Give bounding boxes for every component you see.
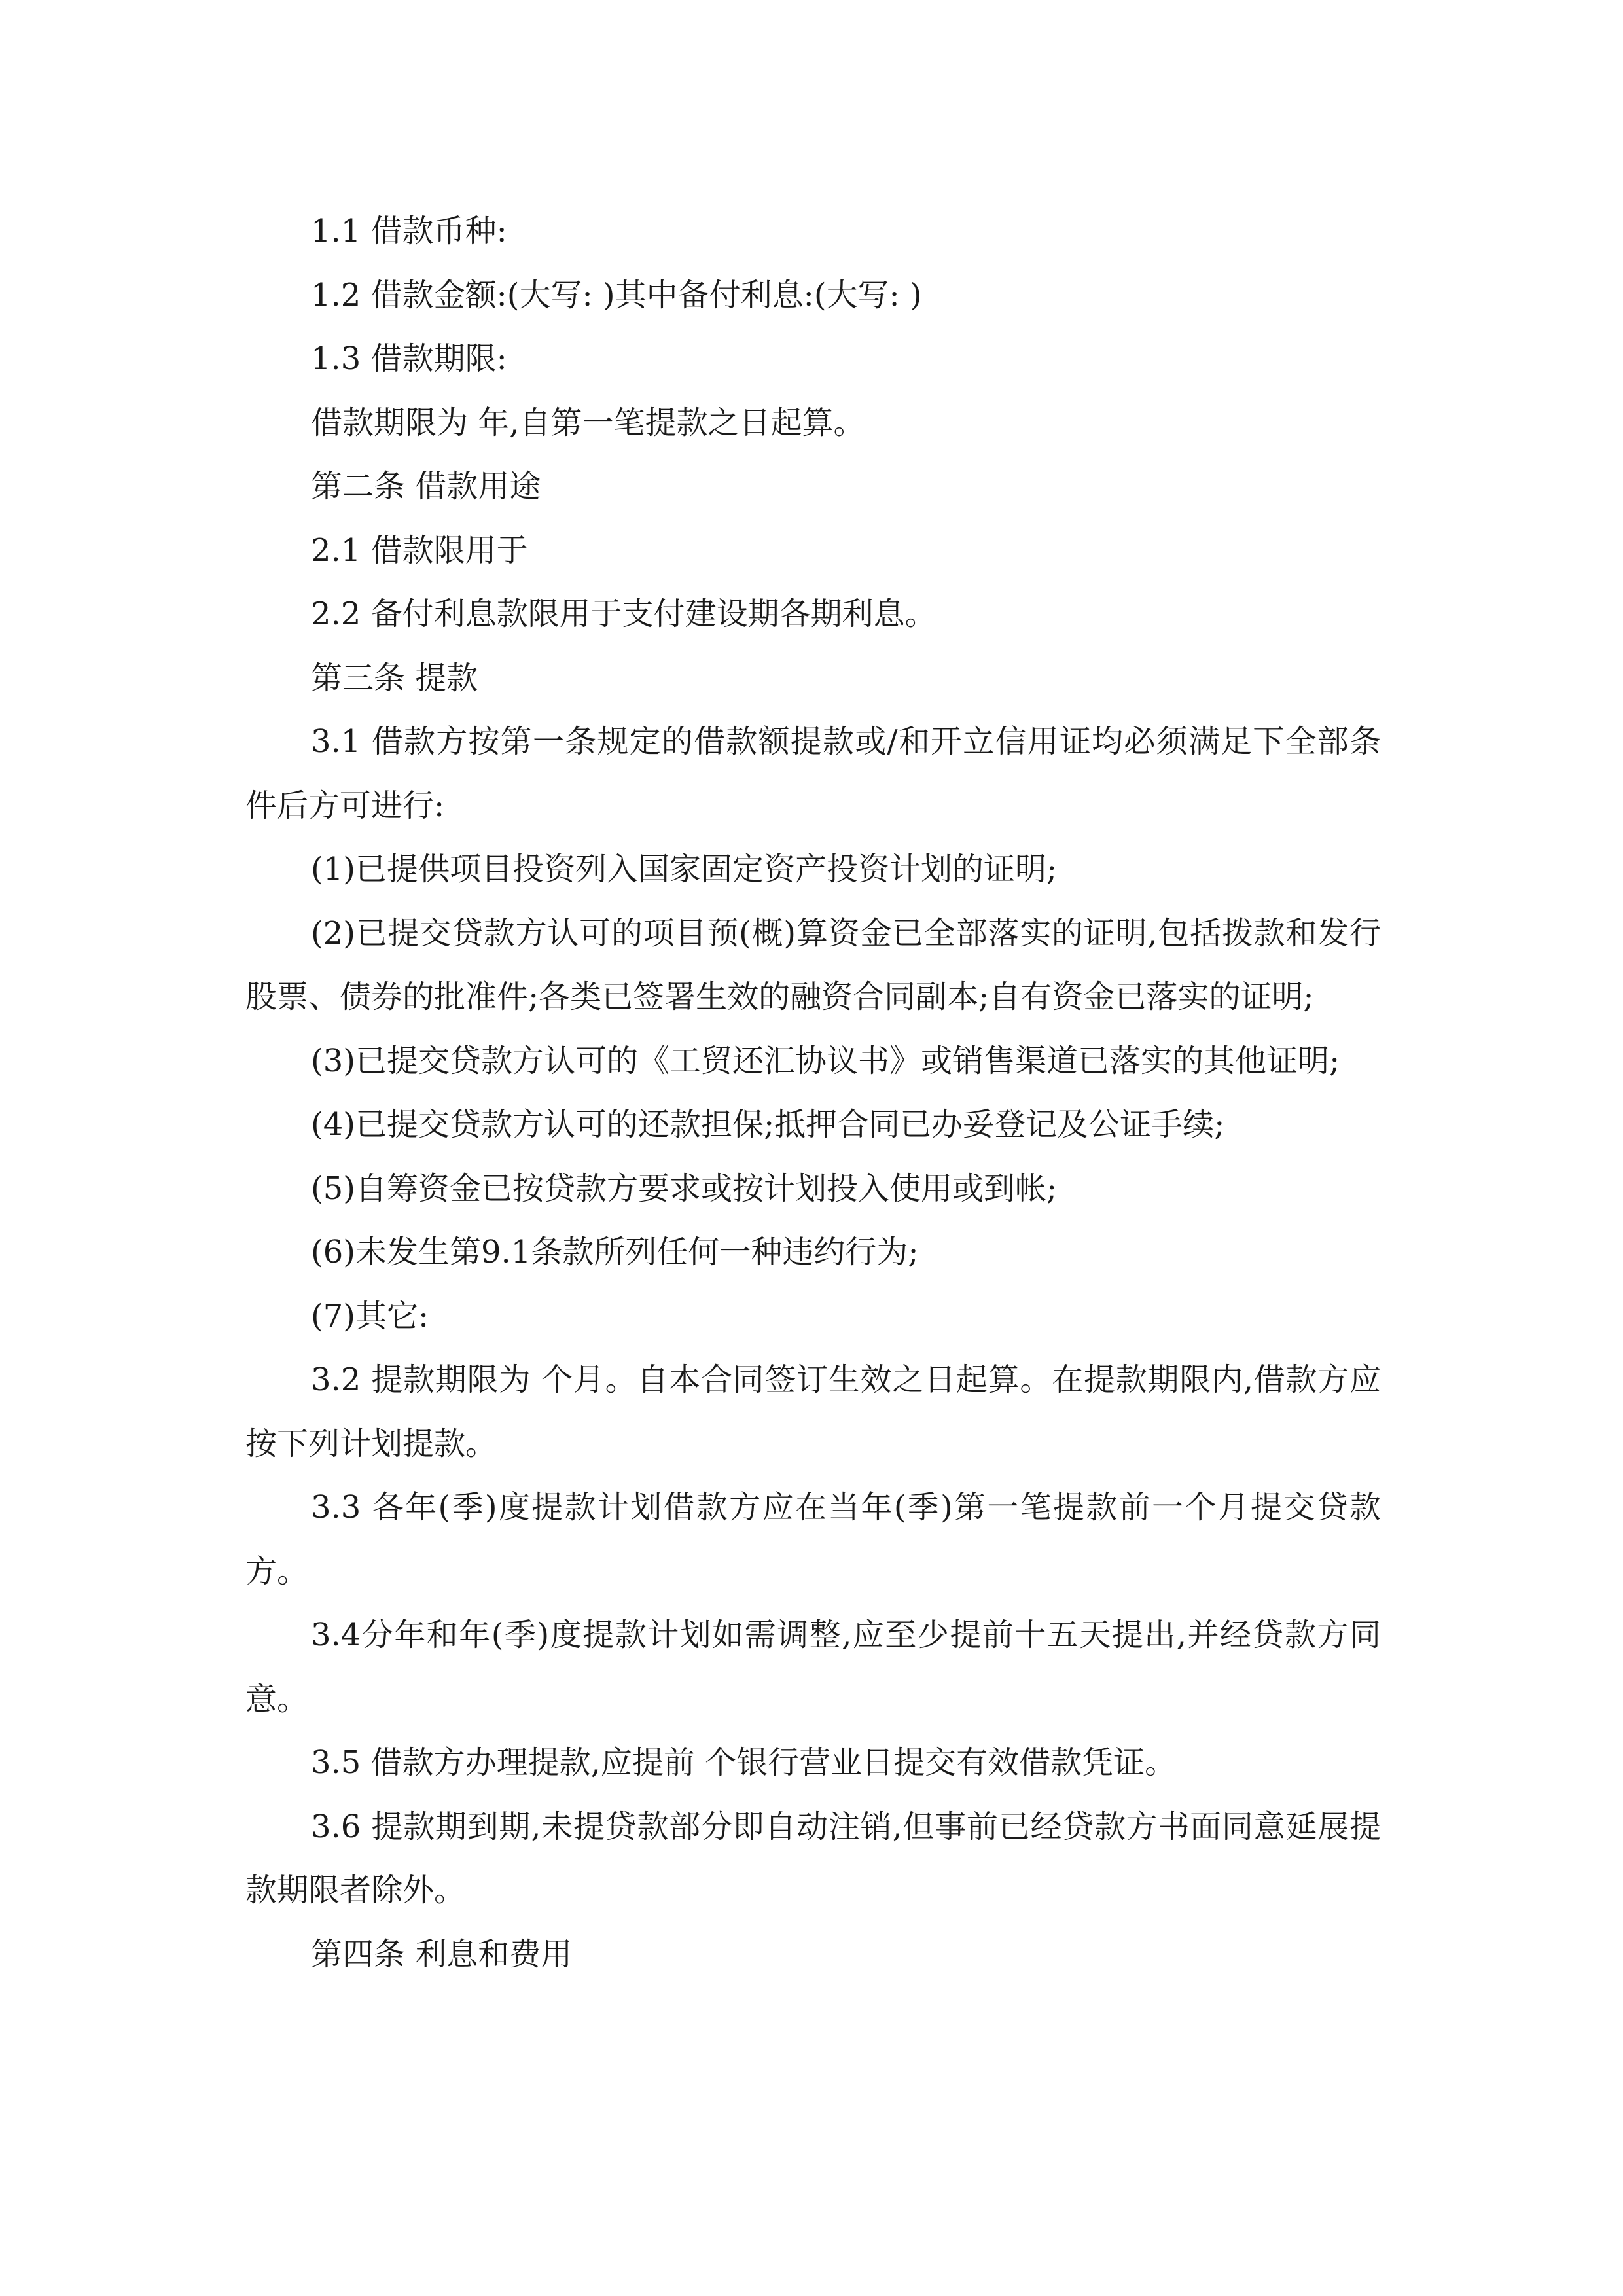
clause-3-3: 3.3 各年(季)度提款计划借款方应在当年(季)第一笔提款前一个月提交贷款方。 bbox=[245, 1489, 1381, 1590]
article-4-heading: 第四条 利息和费用 bbox=[311, 1935, 573, 1973]
condition-7: (7)其它: bbox=[311, 1297, 429, 1335]
article-2-heading: 第二条 借款用途 bbox=[311, 468, 541, 505]
contract-text bbox=[245, 200, 1381, 1986]
clause-2-1: 2.1 借款限用于 bbox=[311, 531, 528, 569]
condition-1: (1)已提供项目投资列入国家固定资产投资计划的证明; bbox=[311, 851, 1058, 888]
clause-3-5: 3.5 借款方办理提款,应提前 个银行营业日提交有效借款凭证。 bbox=[311, 1744, 1177, 1781]
clause-1-1: 1.1 借款币种: bbox=[311, 213, 507, 249]
clause-3-6: 3.6 提款期到期,未提贷款部分即自动注销,但事前已经贷款方书面同意延展提款期限者除外。 bbox=[245, 1808, 1381, 1909]
condition-4: (4)已提交贷款方认可的还款担保;抵押合同已办妥登记及公证手续; bbox=[311, 1106, 1225, 1143]
article-3-heading: 第三条 提款 bbox=[311, 659, 478, 696]
clause-1-3: 1.3 借款期限: bbox=[311, 340, 507, 377]
condition-2: (2)已提交贷款方认可的项目预(概)算资金已全部落实的证明,包括拨款和发行股票、债券的批准件;各类已签署生效的融资合同副本;自有资金已落实的证明; bbox=[245, 914, 1381, 1015]
condition-3: (3)已提交贷款方认可的《工贸还汇协议书》或销售渠道已落实的其他证明; bbox=[311, 1042, 1340, 1079]
condition-5: (5)自筹资金已按贷款方要求或按计划投入使用或到帐; bbox=[311, 1170, 1058, 1207]
clause-3-1: 3.1 借款方按第一条规定的借款额提款或/和开立信用证均必须满足下全部条件后方可进行: bbox=[245, 723, 1381, 824]
clause-3-4: 3.4分年和年(季)度提款计划如需调整,应至少提前十五天提出,并经贷款方同意。 bbox=[245, 1617, 1381, 1717]
clause-3-2: 3.2 提款期限为 个月。自本合同签订生效之日起算。在提款期限内,借款方应按下列计划提款。 bbox=[245, 1361, 1381, 1462]
clause-1-2: 1.2 借款金额:(大写: )其中备付利息:(大写: ) bbox=[311, 276, 922, 314]
condition-6: (6)未发生第9.1条款所列任何一种违约行为; bbox=[311, 1234, 919, 1270]
clause-2-2: 2.2 备付利息款限用于支付建设期各期利息。 bbox=[311, 596, 936, 632]
loan-term-text: 借款期限为 年,自第一笔提款之日起算。 bbox=[311, 404, 865, 441]
